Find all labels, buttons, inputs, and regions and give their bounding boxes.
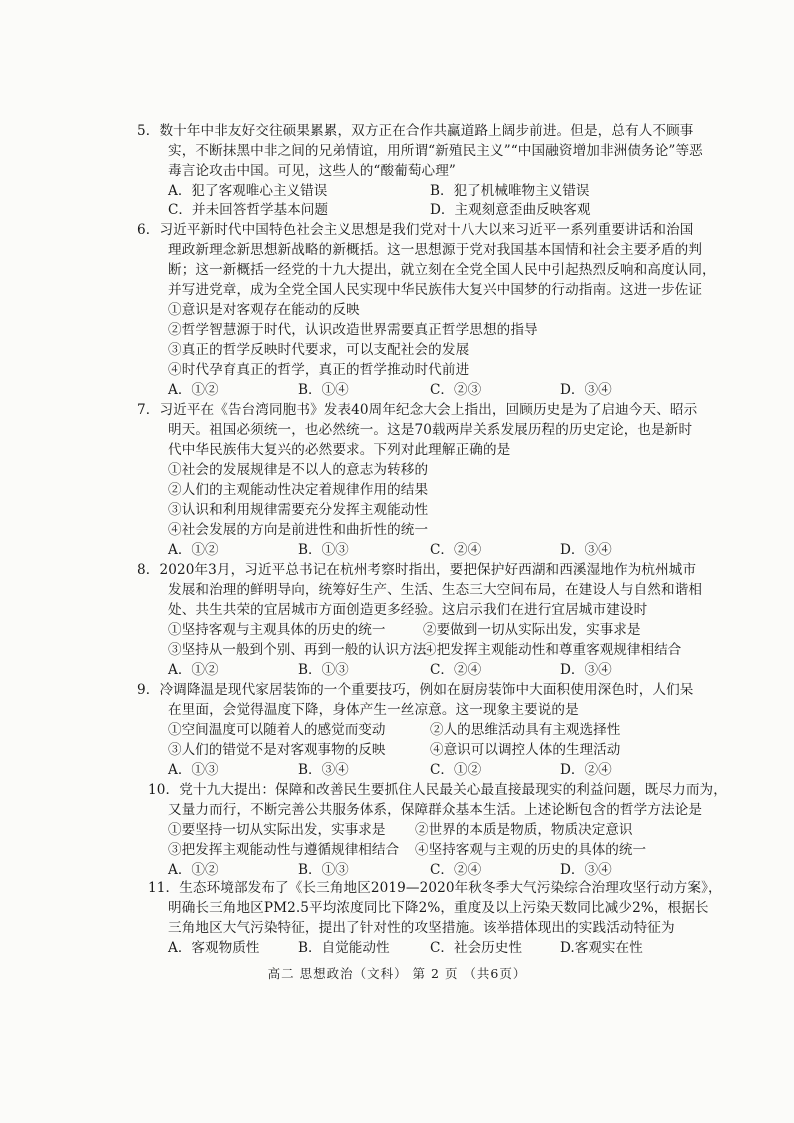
statement: ③坚持从一般到个别、再到一般的认识方法: [168, 642, 427, 658]
option-a: A．①②: [168, 382, 219, 398]
option-c: C．并未回答哲学基本问题: [168, 202, 328, 218]
statement: ①坚持客观与主观具体的历史的统一: [168, 622, 386, 638]
statement: ④社会发展的方向是前进性和曲折性的统一: [168, 522, 429, 538]
statement: ④坚持客观与主观的历史的具体的统一: [415, 842, 647, 858]
question-text: 并写进党章，成为全党全国人民实现中华民族伟大复兴中国梦的行动指南。这进一步佐证: [168, 282, 703, 298]
option-b: B．自觉能动性: [298, 940, 390, 956]
statement: ③认识和利用规律需要充分发挥主观能动性: [168, 502, 429, 518]
option-b: B．①④: [298, 382, 349, 398]
option-b: B．③④: [298, 762, 349, 778]
option-d: D．③④: [560, 862, 612, 878]
option-c: C．②④: [430, 662, 482, 678]
question-text: 明确长三角地区PM2.5平均浓度同比下降2%，重度及以上污染天数同比减少2%，根据长: [168, 900, 709, 916]
option-a: A．客观物质性: [168, 940, 260, 956]
question-text: 发展和治理的鲜明导向，统筹好生产、生活、生态三大空间布局，在建设人与自然和谐相: [168, 582, 703, 598]
option-b: B．①③: [298, 542, 349, 558]
statement: ①空间温度可以随着人的感觉而变动: [168, 722, 386, 738]
statement: ①要坚持一切从实际出发，实事求是: [168, 822, 386, 838]
option-a: A．犯了客观唯心主义错误: [168, 183, 328, 199]
question-text: 7．习近平在《告台湾同胞书》发表40周年纪念大会上指出，回顾历史是为了启迪今天、昭示: [137, 402, 698, 418]
option-c: C．社会历史性: [430, 940, 522, 956]
statement: ②人们的主观能动性决定着规律作用的结果: [168, 482, 429, 498]
statement: ①社会的发展规律是不以人的意志为转移的: [168, 462, 429, 478]
statement: ③人们的错觉不是对客观事物的反映: [168, 742, 386, 758]
question-text: 代中华民族伟大复兴的必然要求。下列对此理解正确的是: [168, 442, 511, 458]
statement: ④时代孕育真正的哲学，真正的哲学推动时代前进: [168, 362, 470, 378]
option-c: C．②④: [430, 542, 482, 558]
option-a: A．①②: [168, 862, 219, 878]
question-text: 10．党十九大提出：保障和改善民生要抓住人民最关心最直接最现实的利益问题，既尽力而为，: [148, 782, 727, 798]
option-a: A．①②: [168, 662, 219, 678]
question-text: 8．2020年3月，习近平总书记在杭州考察时指出，要把保护好西湖和西溪湿地作为杭州城市: [137, 562, 697, 578]
question-text: 6．习近平新时代中国特色社会主义思想是我们党对十八大以来习近平一系列重要讲话和治国: [137, 222, 694, 238]
statement: ②人的思维活动具有主观选择性: [430, 722, 621, 738]
option-d: D.客观实在性: [560, 940, 643, 956]
question-text: 9．冷调降温是现代家居装饰的一个重要技巧，例如在厨房装饰中大面积使用深色时，人们呆: [137, 682, 694, 698]
question-text: 处、共生共荣的宜居城市方面创造更多经验。这启示我们在进行宜居城市建设时: [168, 602, 648, 618]
statement: ①意识是对客观存在能动的反映: [168, 302, 360, 318]
option-d: D．③④: [560, 662, 612, 678]
option-b: B．①③: [298, 862, 349, 878]
question-text: 三角地区大气污染特征，提出了针对性的攻坚措施。该举措体现出的实践活动特征为: [168, 920, 675, 936]
question-text: 11．生态环境部发布了《长三角地区2019—2020年秋冬季大气污染综合治理攻坚行动方案》，: [148, 880, 722, 896]
option-d: D．主观刻意歪曲反映客观: [430, 202, 591, 218]
question-text: 在里面，会觉得温度下降，身体产生一丝凉意。这一现象主要说的是: [168, 702, 579, 718]
question-text: 毒言论攻击中国。可见，这些人的“酸葡萄心理”: [168, 163, 456, 179]
option-c: C．②④: [430, 862, 482, 878]
statement: ②世界的本质是物质，物质决定意识: [415, 822, 633, 838]
question-text: 理政新理念新思想新战略的新概括。这一思想源于党对我国基本国情和社会主要矛盾的判: [168, 242, 703, 258]
option-d: D．③④: [560, 542, 612, 558]
option-b: B．犯了机械唯物主义错误: [430, 183, 590, 199]
statement: ④把发挥主观能动性和尊重客观规律相结合: [423, 642, 682, 658]
option-c: C．②③: [430, 382, 482, 398]
statement: ③把发挥主观能动性与遵循规律相结合: [168, 842, 400, 858]
statement: ②哲学智慧源于时代，认识改造世界需要真正哲学思想的指导: [168, 322, 538, 338]
question-text: 5．数十年中非友好交往硕果累累，双方正在合作共赢道路上阔步前进。但是，总有人不顾事: [137, 123, 694, 139]
option-d: D．③④: [560, 382, 612, 398]
option-a: A．①③: [168, 762, 219, 778]
question-text: 又量力而行，不断完善公共服务体系，保障群众基本生活。上述论断包含的哲学方法论是: [168, 802, 703, 818]
option-a: A．①②: [168, 542, 219, 558]
question-text: 实，不断抹黑中非之间的兄弟情谊，用所谓“新殖民主义”“中国融资增加非洲债务论”等恶: [168, 143, 703, 159]
option-d: D．②④: [560, 762, 612, 778]
question-text: 明天。祖国必须统一，也必然统一。这是70载两岸关系发展历程的历史定论，也是新时: [168, 422, 693, 438]
page-footer: 高二 思想政治（文科） 第 2 页 （共6页）: [267, 966, 527, 981]
option-b: B．①③: [298, 662, 349, 678]
statement: ④意识可以调控人体的生理活动: [430, 742, 621, 758]
option-c: C．①②: [430, 762, 482, 778]
statement: ③真正的哲学反映时代要求，可以支配社会的发展: [168, 342, 470, 358]
question-text: 断；这一新概括一经党的十九大提出，就立刻在全党全国人民中引起热烈反响和高度认同，: [168, 262, 716, 278]
statement: ②要做到一切从实际出发，实事求是: [423, 622, 641, 638]
